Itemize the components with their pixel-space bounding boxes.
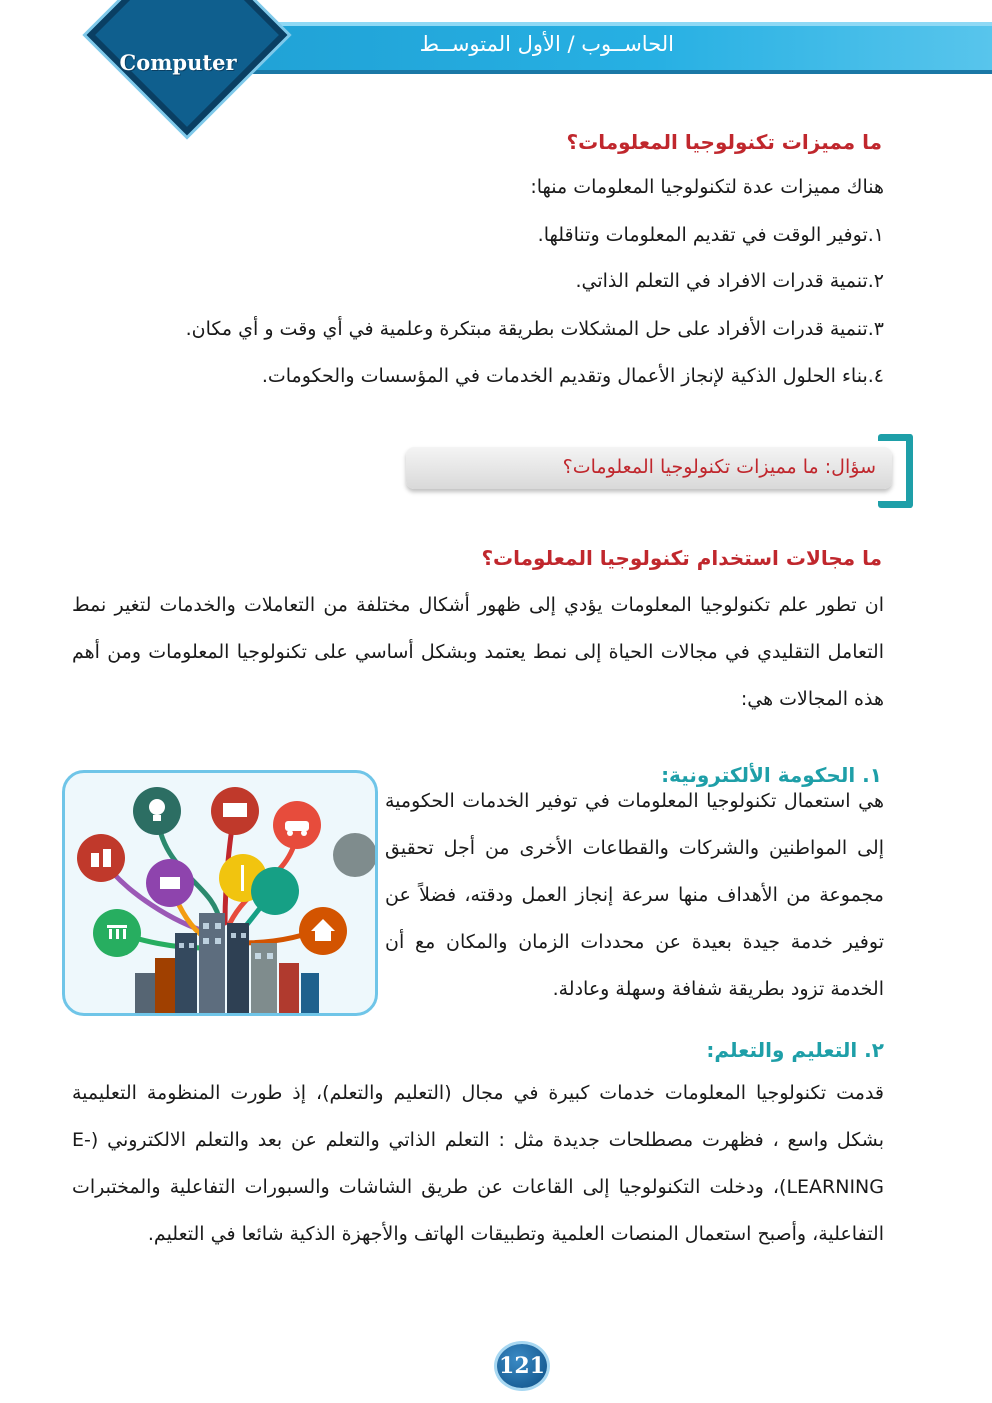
section2-heading: ما مجالات استخدام تكنولوجيا المعلومات؟ (481, 546, 882, 570)
edu-heading: ٢. التعليم والتعلم: (706, 1038, 884, 1062)
question-text: سؤال: ما مميزات تكنولوجيا المعلومات؟ (562, 456, 876, 478)
section2-intro: ان تطور علم تكنولوجيا المعلومات يؤدي إلى ظهور أشكال مختلفة من التعاملات والخدمات لتغير نمط التعامل التقليدي في مجالات الحياة إلى نمط يعتمد وبشكل أساسي على تكنولوجيا المعلومات ومن أهم هذه المجالات هي: (72, 594, 884, 710)
egov-heading: ١. الحكومة الألكترونية: (661, 763, 882, 787)
logo-text: Computer (119, 50, 237, 75)
feature-item-4: ٤.بناء الحلول الذكية لإنجاز الأعمال وتقديم الخدمات في المؤسسات والحكومات. (261, 365, 884, 387)
feature-item-1: ١.توفير الوقت في تقديم المعلومات وتناقلها. (537, 224, 884, 246)
page-number: 121 (497, 1344, 547, 1388)
edu-text: قدمت تكنولوجيا المعلومات خدمات كبيرة في مجال (التعليم والتعلم)، إذ طورت المنظومة التعليمية بشكل واسع ، فظهرت مصطلحات جديدة مثل : التعلم الذاتي والتعلم عن بعد والتعلم الالكتروني (E-LEARNING)، ودخلت التكنولوجيا إلى القاعات عن طريق الشاشات والسبورات التفاعلية والمختبرات التفاعلية، وأصبح استعمال المنصات العلمية وتطبيقات الهاتف والأجهزة الذكية شائعا في التعليم. (72, 1082, 884, 1245)
feature-item-2: ٢.تنمية قدرات الافراد في التعلم الذاتي. (575, 270, 884, 292)
section1-intro: هناك مميزات عدة لتكنولوجيا المعلومات منها: (530, 176, 884, 198)
section1-heading: ما مميزات تكنولوجيا المعلومات؟ (566, 130, 882, 154)
egov-text: هي استعمال تكنولوجيا المعلومات في توفير الخدمات الحكومية إلى المواطنين والشركات والقطاعات الأخرى من أجل تحقيق مجموعة من الأهداف منها سرعة إنجاز العمل ودقته، فضلاً عن توفير خدمة جيدة بعيدة عن محددات الزمان والمكان مع أن الخدمة تزود بطريقة شفافة وسهلة وعادلة. (385, 790, 884, 1000)
feature-item-3: ٣.تنمية قدرات الأفراد على حل المشكلات بطريقة مبتكرة وعلمية في أي وقت و أي مكان. (185, 318, 884, 340)
smart-city-illustration (62, 770, 378, 1016)
book-title: الحاســوب / الأول المتوســط (419, 32, 674, 56)
question-bracket (878, 434, 913, 508)
